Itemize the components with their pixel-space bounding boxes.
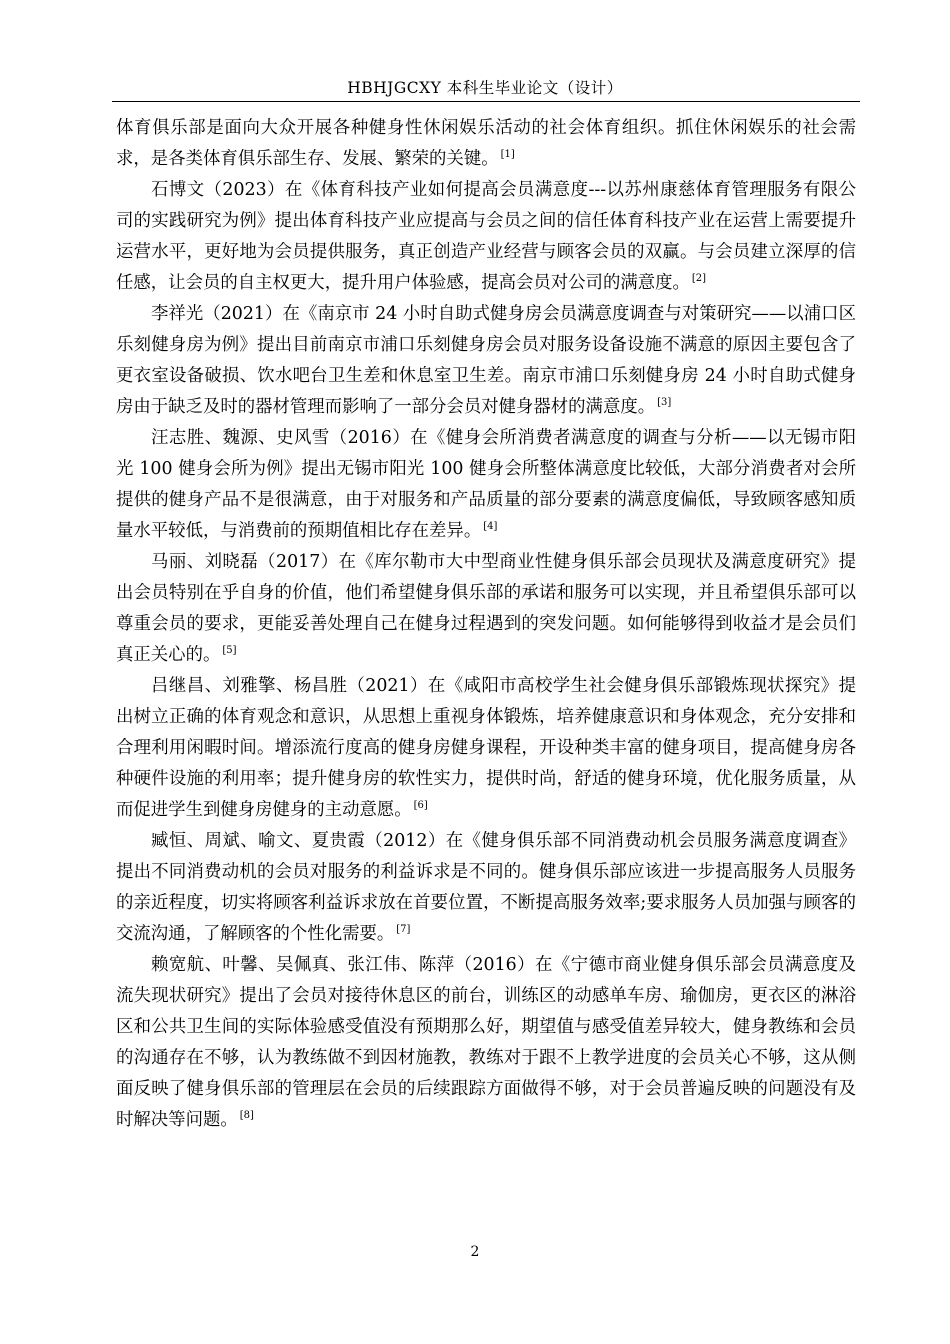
- paragraph-text: 马丽、刘晓磊（2017）在《库尔勒市大中型商业性健身俱乐部会员现状及满意度研究》提出会员特别在乎自身的价值，他们希望健身俱乐部的承诺和服务可以实现，并且希望俱乐部可以尊重会员的要求，更能妥善处理自己在健身过程遇到的突发问题。如何能够得到收益才是会员们真正关心的。: [116, 552, 856, 665]
- paragraph-4: [116, 423, 856, 547]
- paragraph-text: 臧恒、周斌、喻文、夏贵霞（2012）在《健身俱乐部不同消费动机会员服务满意度调查》提出不同消费动机的会员对服务的利益诉求是不同的。健身俱乐部应该进一步提高服务人员服务的亲近程度，切实将顾客利益诉求放在首要位置，不断提高服务效率;要求服务人员加强与顾客的交流沟通，了解顾客的个性化需要。: [116, 831, 856, 944]
- paragraph-5: [116, 547, 856, 671]
- paragraph-text: 李祥光（2021）在《南京市 24 小时自助式健身房会员满意度调查与对策研究——以浦口区乐刻健身房为例》提出目前南京市浦口乐刻健身房会员对服务设备设施不满意的原因主要包含了更衣室设备破损、饮水吧台卫生差和休息室卫生差。南京市浦口乐刻健身房 24 小时自助式健身房由于缺乏及时的器材管理而影响了一部分会员对健身器材的满意度。: [116, 304, 856, 417]
- paragraph-7: [116, 826, 856, 950]
- citation-marker: [8]: [239, 1110, 254, 1122]
- page-number: 2: [470, 1244, 480, 1260]
- citation-marker: [4]: [483, 521, 498, 533]
- paragraph-1: [116, 113, 856, 175]
- citation-marker: [1]: [500, 149, 515, 161]
- paragraph-text: 吕继昌、刘雅擎、杨昌胜（2021）在《咸阳市高校学生社会健身俱乐部锻炼现状探究》提出树立正确的体育观念和意识，从思想上重视身体锻炼，培养健康意识和身体观念，充分安排和合理利用闲暇时间。增添流行度高的健身房健身课程，开设种类丰富的健身项目，提高健身房各种硬件设施的利用率；提升健身房的软性实力，提供时尚，舒适的健身环境，优化服务质量，从而促进学生到健身房健身的主动意愿。: [116, 676, 856, 820]
- body-text: [116, 113, 856, 1136]
- citation-marker: [3]: [657, 397, 672, 409]
- paragraph-6: [116, 671, 856, 826]
- paragraph-text: 汪志胜、魏源、史风雪（2016）在《健身会所消费者满意度的调查与分析——以无锡市阳光 100 健身会所为例》提出无锡市阳光 100 健身会所整体满意度比较低，大部分消费者对会所提供的健身产品不是很满意，由于对服务和产品质量的部分要素的满意度偏低，导致顾客感知质量水平较低，与消费前的预期值相比存在差异。: [116, 428, 856, 541]
- citation-marker: [6]: [413, 800, 428, 812]
- citation-marker: [5]: [222, 645, 237, 657]
- paragraph-8: [116, 950, 856, 1136]
- citation-marker: [7]: [396, 924, 411, 936]
- running-header: HBHJGCXY 本科生毕业论文（设计）: [347, 79, 623, 97]
- citation-marker: [2]: [691, 273, 707, 285]
- paragraph-text: 体育俱乐部是面向大众开展各种健身性休闲娱乐活动的社会体育组织。抓住休闲娱乐的社会需求，是各类体育俱乐部生存、发展、繁荣的关键。: [116, 118, 856, 169]
- paragraph-text: 赖宽航、叶馨、吴佩真、张江伟、陈萍（2016）在《宁德市商业健身俱乐部会员满意度及流失现状研究》提出了会员对接待休息区的前台，训练区的动感单车房、瑜伽房，更衣区的淋浴区和公共卫生间的实际体验感受值没有预期那么好，期望值与感受值差异较大，健身教练和会员的沟通存在不够，认为教练做不到因材施教，教练对于跟不上教学进度的会员关心不够，这从侧面反映了健身俱乐部的管理层在会员的后续跟踪方面做得不够，对于会员普遍反映的问题没有及时解决等问题。: [116, 955, 856, 1130]
- header-rule: [112, 101, 860, 102]
- paragraph-3: [116, 299, 856, 423]
- paragraph-text: 石博文（2023）在《体育科技产业如何提高会员满意度---以苏州康慈体育管理服务有限公司的实践研究为例》提出体育科技产业应提高与会员之间的信任体育科技产业在运营上需要提升运营水平，更好地为会员提供服务，真正创造产业经营与顾客会员的双赢。与会员建立深厚的信任感，让会员的自主权更大，提升用户体验感，提高会员对公司的满意度。: [116, 180, 856, 293]
- paragraph-2: [116, 175, 856, 299]
